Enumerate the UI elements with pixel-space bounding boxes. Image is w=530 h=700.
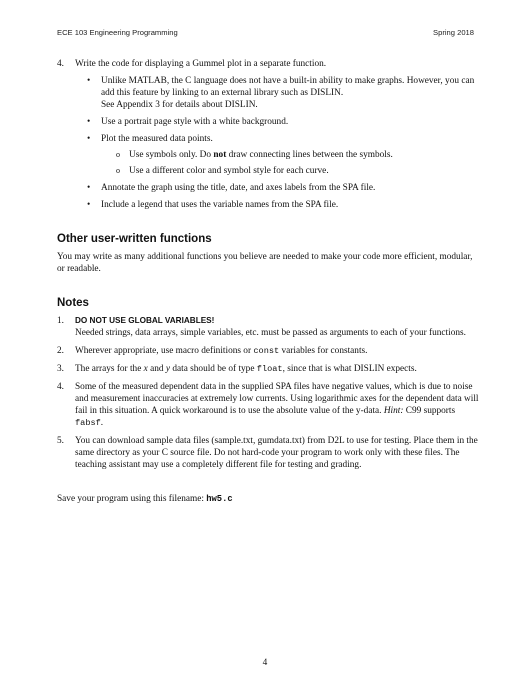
sub-bullet-colors: [101, 165, 481, 177]
note-4-end: .: [100, 418, 104, 428]
header-term: Spring 2018: [433, 28, 474, 37]
note-4-text: Some of the measured dependent data in the supplied SPA files have negative values, which is due to noise and measurement inaccuracies at extremely low currents. Using logarithmic axes for the dependent data will fail in this situation. A quick workaround is to use the absolute value of the y-data.: [75, 382, 479, 416]
bullet-annotate: [75, 182, 481, 194]
bullet-dislin-appendix: See Appendix 3 for details about DISLIN.: [101, 100, 258, 110]
other-functions-heading: Other user-written functions: [57, 233, 212, 245]
note-2-code: const: [253, 346, 280, 356]
other-functions-paragraph: You may write as many additional functions you believe are needed to make your code more efficient, modular, or readable.: [57, 252, 473, 274]
plot-sub-bullets: [101, 149, 481, 177]
note-number: 2.: [57, 346, 64, 356]
note-number: 3.: [57, 364, 64, 374]
bullet-icon: •: [87, 183, 91, 193]
save-instruction: [57, 493, 481, 505]
note-number: 5.: [57, 436, 64, 446]
sub-bullet-symbols-b: draw connecting lines between the symbols.: [226, 150, 393, 160]
bullet-icon: •: [87, 76, 91, 86]
note-1: [57, 315, 481, 339]
note-1-text: Needed strings, data arrays, simple variables, etc. must be passed as arguments to each of your functions.: [75, 328, 466, 338]
note-3: [57, 363, 481, 375]
note-number: 1.: [57, 316, 64, 326]
bullet-dislin-text: Unlike MATLAB, the C language does not have a built-in ability to make graphs. However, you can add this feature by linking to an external library such as DISLIN.: [101, 76, 475, 98]
bullet-annotate-text: Annotate the graph using the title, date, and axes labels from the SPA file.: [101, 183, 376, 193]
bullet-icon: •: [87, 117, 91, 127]
note-1-title: DO NOT USE GLOBAL VARIABLES!: [75, 316, 215, 325]
bullet-icon: •: [87, 134, 91, 144]
save-text: Save your program using this filename:: [57, 494, 207, 504]
item-4: [57, 58, 481, 211]
sub-bullet-symbols-bold: not: [213, 150, 227, 160]
note-4-hint-text: C99 supports: [403, 406, 456, 416]
bullet-portrait-text: Use a portrait page style with a white background.: [101, 117, 289, 127]
bullet-portrait: [75, 116, 481, 128]
bullet-legend-text: Include a legend that uses the variable names from the SPA file.: [101, 200, 339, 210]
sub-bullet-colors-text: Use a different color and symbol style for each curve.: [129, 166, 329, 176]
note-3-text-d: , since that is what DISLIN expects.: [282, 364, 417, 374]
note-5: [57, 435, 481, 471]
page-body: [57, 58, 481, 505]
item-4-bullets: [75, 75, 481, 211]
note-3-code: float: [256, 364, 283, 374]
note-3-y: y: [165, 364, 171, 374]
bullet-legend: [75, 199, 481, 211]
note-3-text-c: data should be of type: [170, 364, 257, 374]
bullet-plot-points: [75, 133, 481, 177]
note-number: 4.: [57, 382, 64, 392]
notes-heading: Notes: [57, 297, 89, 309]
note-4: [57, 381, 481, 429]
header-course: ECE 103 Engineering Programming: [57, 28, 178, 37]
page-number: 4: [262, 658, 268, 668]
notes-list: [57, 315, 481, 471]
sub-bullet-symbols: [101, 149, 481, 161]
bullet-plot-points-text: Plot the measured data points.: [101, 134, 213, 144]
note-3-text-b: and: [147, 364, 166, 374]
note-2: [57, 345, 481, 357]
save-filename: hw5.c: [206, 494, 233, 504]
note-3-x: x: [143, 364, 148, 374]
sub-bullet-icon: o: [116, 150, 120, 159]
note-4-code: fabsf: [75, 418, 101, 428]
item-4-number: 4.: [57, 59, 64, 69]
sub-bullet-icon: o: [116, 166, 120, 175]
note-5-text: You can download sample data files (sample.txt, gumdata.txt) from D2L to use for testing. Place them in the same directory as your C source file. Do not hard-code your program to work only with these files. The teaching assistant may use a completely different file for testing and grading.: [75, 436, 478, 470]
sub-bullet-symbols-a: Use symbols only. Do: [129, 150, 214, 160]
bullet-icon: •: [87, 200, 91, 210]
note-3-text-a: The arrays for the: [75, 364, 144, 374]
note-2-text-b: variables for constants.: [279, 346, 368, 356]
item-4-text: Write the code for displaying a Gummel plot in a separate function.: [75, 59, 327, 69]
note-2-text-a: Wherever appropriate, use macro definitions or: [75, 346, 254, 356]
note-4-hint-label: Hint:: [383, 406, 404, 416]
bullet-dislin: [75, 75, 481, 111]
